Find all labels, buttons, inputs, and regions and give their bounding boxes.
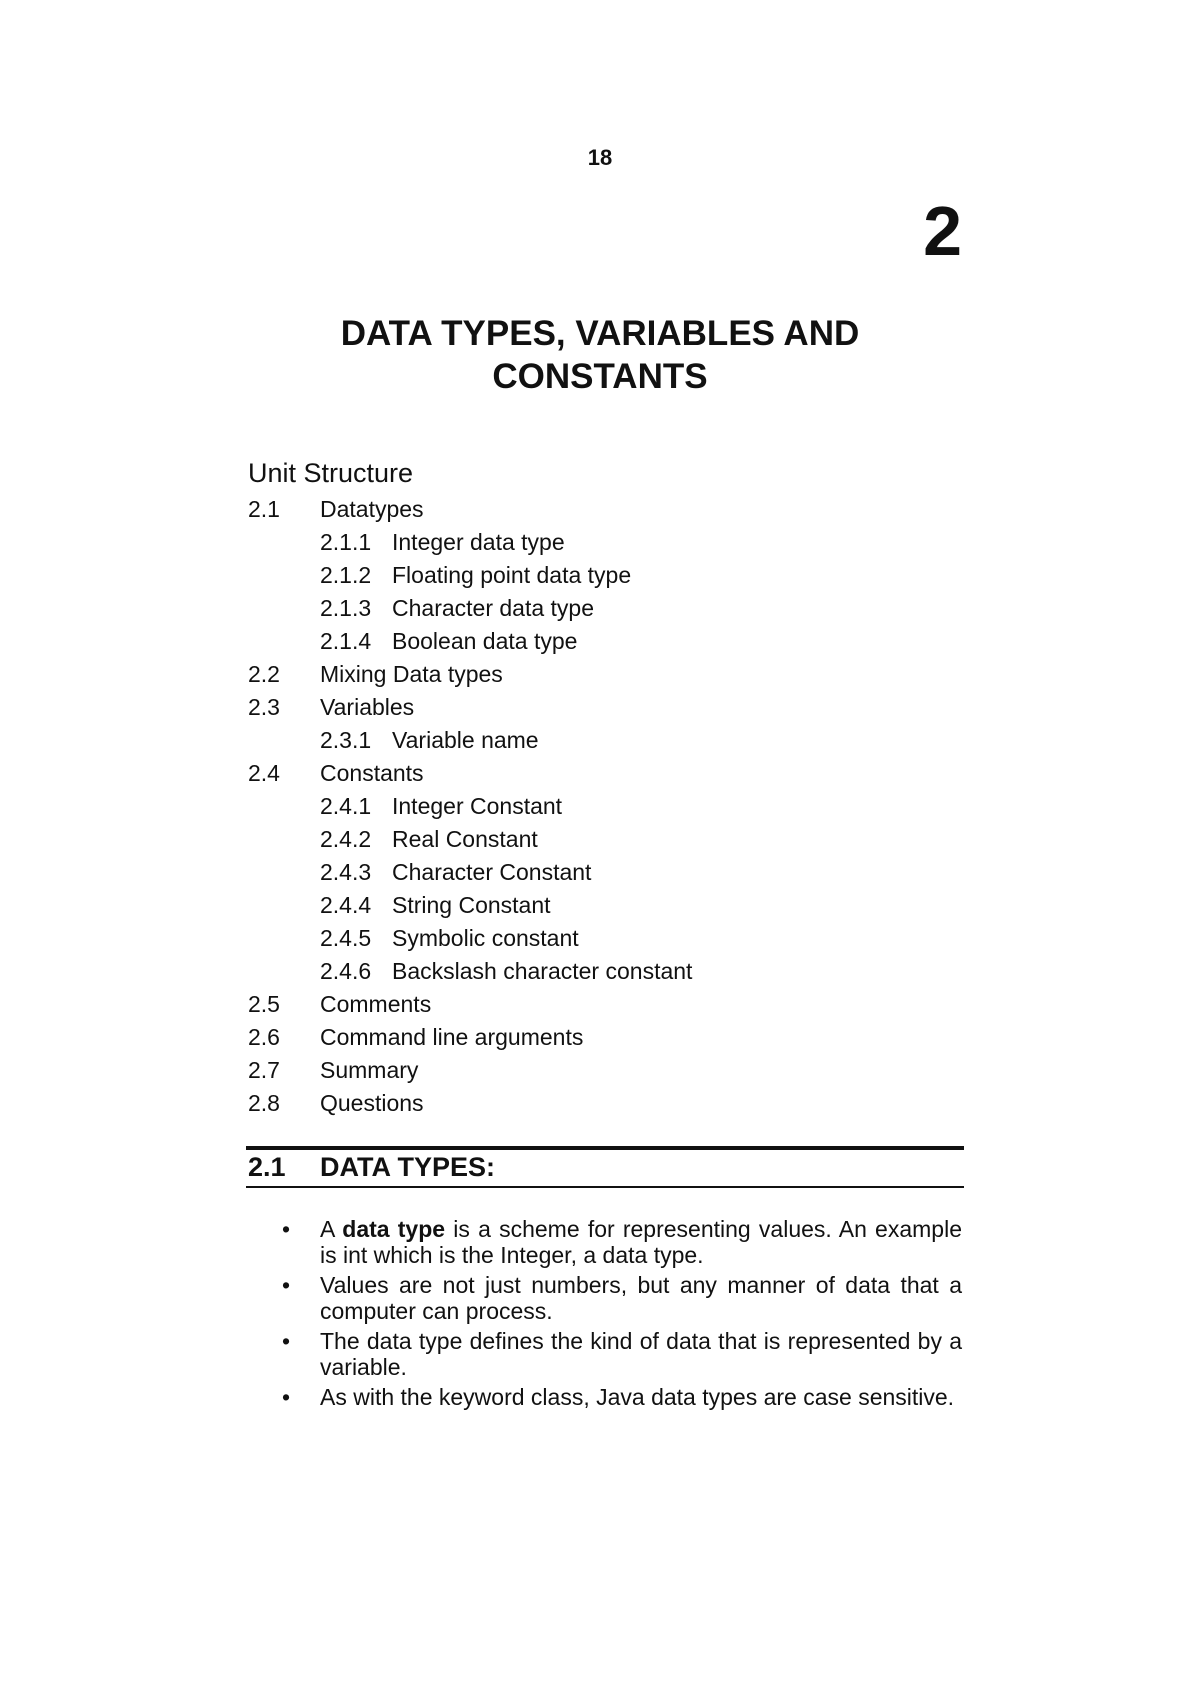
section-heading (248, 1149, 495, 1185)
section-number: 2.1 (248, 1152, 286, 1182)
bullet-item (282, 1384, 962, 1410)
toc-item-label: Comments (320, 991, 432, 1017)
chapter-title (0, 312, 1200, 398)
toc-item-number: 2.1.2 (320, 562, 372, 588)
toc-item-2-1-2 (248, 559, 968, 592)
toc-item-2-8 (248, 1087, 968, 1120)
toc-item-2-4-2 (248, 823, 968, 856)
bullet-icon: • (282, 1384, 291, 1410)
toc-item-number: 2.4.1 (320, 793, 372, 819)
chapter-title-line: CONSTANTS (492, 357, 708, 396)
toc-item-2-1-1 (248, 526, 968, 559)
toc-item-label: Variables (320, 694, 415, 720)
toc-item-number: 2.1.3 (320, 595, 372, 621)
bullet-item (282, 1272, 962, 1324)
toc-item-number: 2.4.6 (320, 958, 372, 984)
bullet-list (282, 1216, 962, 1414)
bullet-item (282, 1328, 962, 1380)
toc-item-number: 2.4.2 (320, 826, 372, 852)
toc-item-number: 2.1.1 (320, 529, 372, 555)
toc-item-label: Mixing Data types (320, 661, 503, 687)
chapter-number: 2 (923, 192, 962, 270)
toc-item-number: 2.5 (248, 991, 280, 1017)
toc-item-number: 2.2 (248, 661, 280, 687)
toc-item-label: Variable name (392, 727, 539, 753)
bullet-icon: • (282, 1328, 291, 1354)
toc-item-2-1-4 (248, 625, 968, 658)
toc-item-number: 2.6 (248, 1024, 280, 1050)
section-rule-bottom (246, 1186, 964, 1188)
toc-item-2-1-3 (248, 592, 968, 625)
bullet-item (282, 1216, 962, 1268)
toc-item-label: Boolean data type (392, 628, 578, 654)
toc-item-label: Constants (320, 760, 424, 786)
page-number: 18 (587, 145, 613, 170)
bullet-icon: • (282, 1216, 291, 1242)
toc-item-number: 2.7 (248, 1057, 280, 1083)
toc-item-2-4-5 (248, 922, 968, 955)
toc-item-number: 2.1.4 (320, 628, 372, 654)
toc-item-label: Character data type (392, 595, 595, 621)
toc-item-2-3-1 (248, 724, 968, 757)
toc-item-2-4 (248, 757, 968, 790)
toc-item-2-5 (248, 988, 968, 1021)
bullet-text: Values are not just numbers, but any manner of data that a computer can process. (320, 1272, 962, 1324)
unit-structure-heading: Unit Structure (248, 458, 414, 488)
bullet-text: As with the keyword class, Java data types are case sensitive. (320, 1384, 955, 1410)
toc-item-number: 2.8 (248, 1090, 280, 1116)
toc-item-label: Datatypes (320, 496, 424, 522)
toc-item-2-4-3 (248, 856, 968, 889)
bullet-text-pre: A (320, 1216, 343, 1242)
toc-item-number: 2.4.4 (320, 892, 372, 918)
toc-item-label: Command line arguments (320, 1024, 584, 1050)
bullet-text: The data type defines the kind of data that is represented by a variable. (320, 1328, 962, 1380)
toc-item-number: 2.4 (248, 760, 280, 786)
toc-item-number: 2.4.5 (320, 925, 372, 951)
toc-item-number: 2.3.1 (320, 727, 372, 753)
toc-item-2-3 (248, 691, 968, 724)
toc-item-2-4-6 (248, 955, 968, 988)
toc-item-2-4-4 (248, 889, 968, 922)
toc-item-label: Summary (320, 1057, 419, 1083)
bullet-icon: • (282, 1272, 291, 1298)
toc-item-number: 2.3 (248, 694, 280, 720)
toc-item-label: Real Constant (392, 826, 538, 852)
toc-item-2-2 (248, 658, 968, 691)
toc-item-number: 2.4.3 (320, 859, 372, 885)
toc-item-label: String Constant (392, 892, 551, 918)
unit-structure-list (248, 493, 968, 1120)
bullet-text-post: is a scheme for representing values. An example is int which is the Integer, a data type. (320, 1216, 962, 1268)
toc-item-number: 2.1 (248, 496, 280, 522)
toc-item-label: Questions (320, 1090, 424, 1116)
toc-item-label: Symbolic constant (392, 925, 579, 951)
toc-item-label: Floating point data type (392, 562, 632, 588)
toc-item-2-1 (248, 493, 968, 526)
toc-item-2-7 (248, 1054, 968, 1087)
toc-item-2-4-1 (248, 790, 968, 823)
bullet-text-bold: data type (342, 1216, 446, 1242)
section-title: DATA TYPES: (320, 1152, 495, 1182)
chapter-title-line: DATA TYPES, VARIABLES AND (340, 314, 860, 353)
toc-item-2-6 (248, 1021, 968, 1054)
toc-item-label: Integer data type (392, 529, 565, 555)
toc-item-label: Backslash character constant (392, 958, 693, 984)
toc-item-label: Character Constant (392, 859, 592, 885)
toc-item-label: Integer Constant (392, 793, 563, 819)
